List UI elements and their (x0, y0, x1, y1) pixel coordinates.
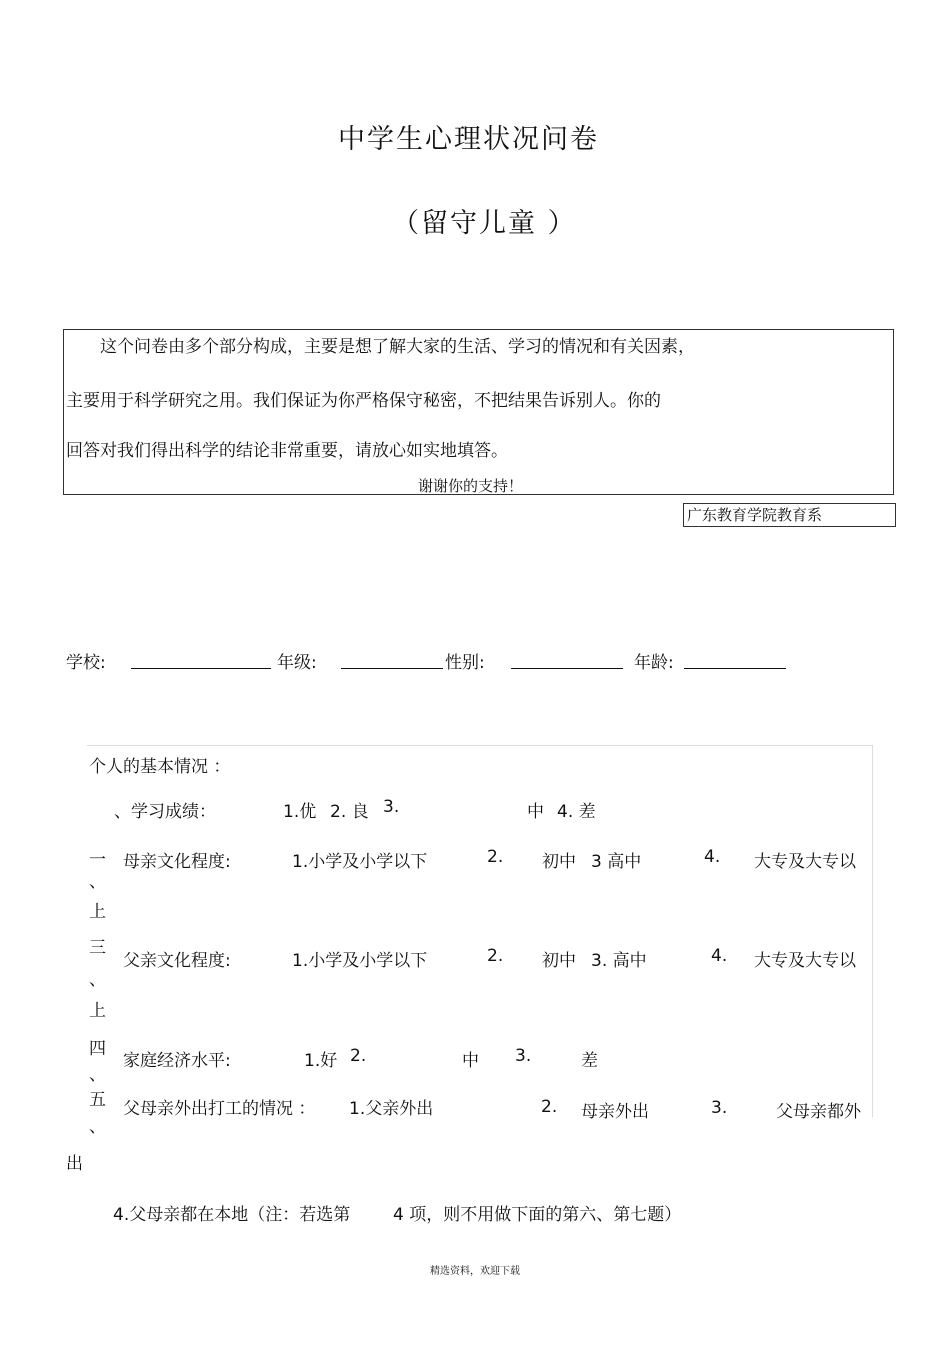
q2-option-1[interactable]: 1.小学及小学以下 (292, 852, 428, 872)
page-subtitle: （留守儿童 ） (392, 208, 577, 239)
gender-label: 性别: (445, 653, 485, 673)
age-input[interactable] (684, 650, 786, 669)
intro-line-2: 主要用于科学研究之用。我们保证为你严格保守秘密，不把结果告诉别人。你的 (66, 391, 661, 411)
q5-option-3-wrap: 出 (66, 1154, 83, 1174)
q2-marker: 一 (89, 850, 106, 870)
q4-option-3[interactable]: 3. (515, 1046, 532, 1066)
q3-option-2-text: 初中 (542, 951, 576, 971)
grade-input[interactable] (341, 650, 443, 669)
q2-label: 母亲文化程度: (123, 852, 231, 872)
q5-label: 父母亲外出打工的情况 ： (123, 1099, 316, 1119)
q5-option-1[interactable]: 1.父亲外出 (349, 1099, 434, 1119)
q4-option-1[interactable]: 1.好 (304, 1051, 338, 1071)
q1-option-3[interactable]: 3. (383, 797, 400, 817)
q4-option-3-text: 差 (581, 1051, 598, 1071)
school-input[interactable] (131, 650, 271, 669)
q3-option-3[interactable]: 3. 高中 (591, 951, 647, 971)
gender-input[interactable] (511, 650, 623, 669)
q1-option-4[interactable]: 4. 差 (557, 802, 596, 822)
q5-option-3-text: 父母亲都外 (776, 1102, 861, 1122)
q3-marker: 三 (89, 938, 106, 958)
q5-option-3[interactable]: 3. (711, 1098, 728, 1118)
q2-marker-comma: 、 (89, 872, 106, 892)
q4-option-2[interactable]: 2. (350, 1046, 367, 1066)
page-title: 中学生心理状况问卷 (338, 124, 599, 155)
q2-option-2-text: 初中 (542, 852, 576, 872)
q5-marker: 五 (89, 1090, 106, 1110)
q5-option-2[interactable]: 2. (541, 1097, 558, 1117)
q4-marker: 四 (89, 1039, 106, 1059)
page-footer: 精选资料，欢迎下载 (430, 1266, 520, 1277)
section-heading: 个人的基本情况 ： (89, 757, 231, 777)
q1-option-2[interactable]: 2. 良 (330, 802, 369, 822)
q4-label: 家庭经济水平: (123, 1051, 231, 1071)
q3-option-4[interactable]: 4. (711, 946, 728, 966)
q3-option-1[interactable]: 1.小学及小学以下 (292, 951, 428, 971)
q2-marker-up: 上 (89, 902, 106, 922)
q5-option-4[interactable]: 4.父母亲都在本地（注：若选第 (113, 1205, 351, 1225)
intro-line-1: 这个问卷由多个部分构成，主要是想了解大家的生活、学习的情况和有关因素， (100, 337, 695, 357)
q1-option-1[interactable]: 1.优 (283, 802, 317, 822)
q3-option-2[interactable]: 2. (487, 946, 504, 966)
q3-option-4-text: 大专及大专以 (754, 951, 856, 971)
q3-marker-up: 上 (89, 1001, 106, 1021)
q2-option-3[interactable]: 3 高中 (591, 852, 642, 872)
grade-label: 年级: (277, 653, 317, 673)
q2-option-2[interactable]: 2. (487, 847, 504, 867)
q3-marker-comma: 、 (89, 970, 106, 990)
q5-option-2-text: 母亲外出 (581, 1102, 649, 1122)
organization-label: 广东教育学院教育系 (683, 503, 896, 527)
q3-label: 父亲文化程度: (123, 951, 231, 971)
intro-thanks: 谢谢你的支持！ (418, 477, 524, 495)
school-label: 学校: (66, 653, 106, 673)
intro-line-3: 回答对我们得出科学的结论非常重要，请放心如实地填答。 (66, 441, 508, 461)
q2-option-4[interactable]: 4. (704, 847, 721, 867)
q5-marker-comma: 、 (89, 1117, 106, 1137)
intro-box (63, 329, 894, 495)
q5-option-4-note: 4 项，则不用做下面的第六、第七题） (393, 1205, 682, 1225)
q2-option-4-text: 大专及大专以 (754, 852, 856, 872)
q1-option-3-text: 中 (527, 802, 544, 822)
q4-marker-comma: 、 (89, 1065, 106, 1085)
q4-option-2-text: 中 (462, 1051, 479, 1071)
age-label: 年龄: (634, 653, 674, 673)
q1-label: 、学习成绩： (114, 802, 216, 822)
